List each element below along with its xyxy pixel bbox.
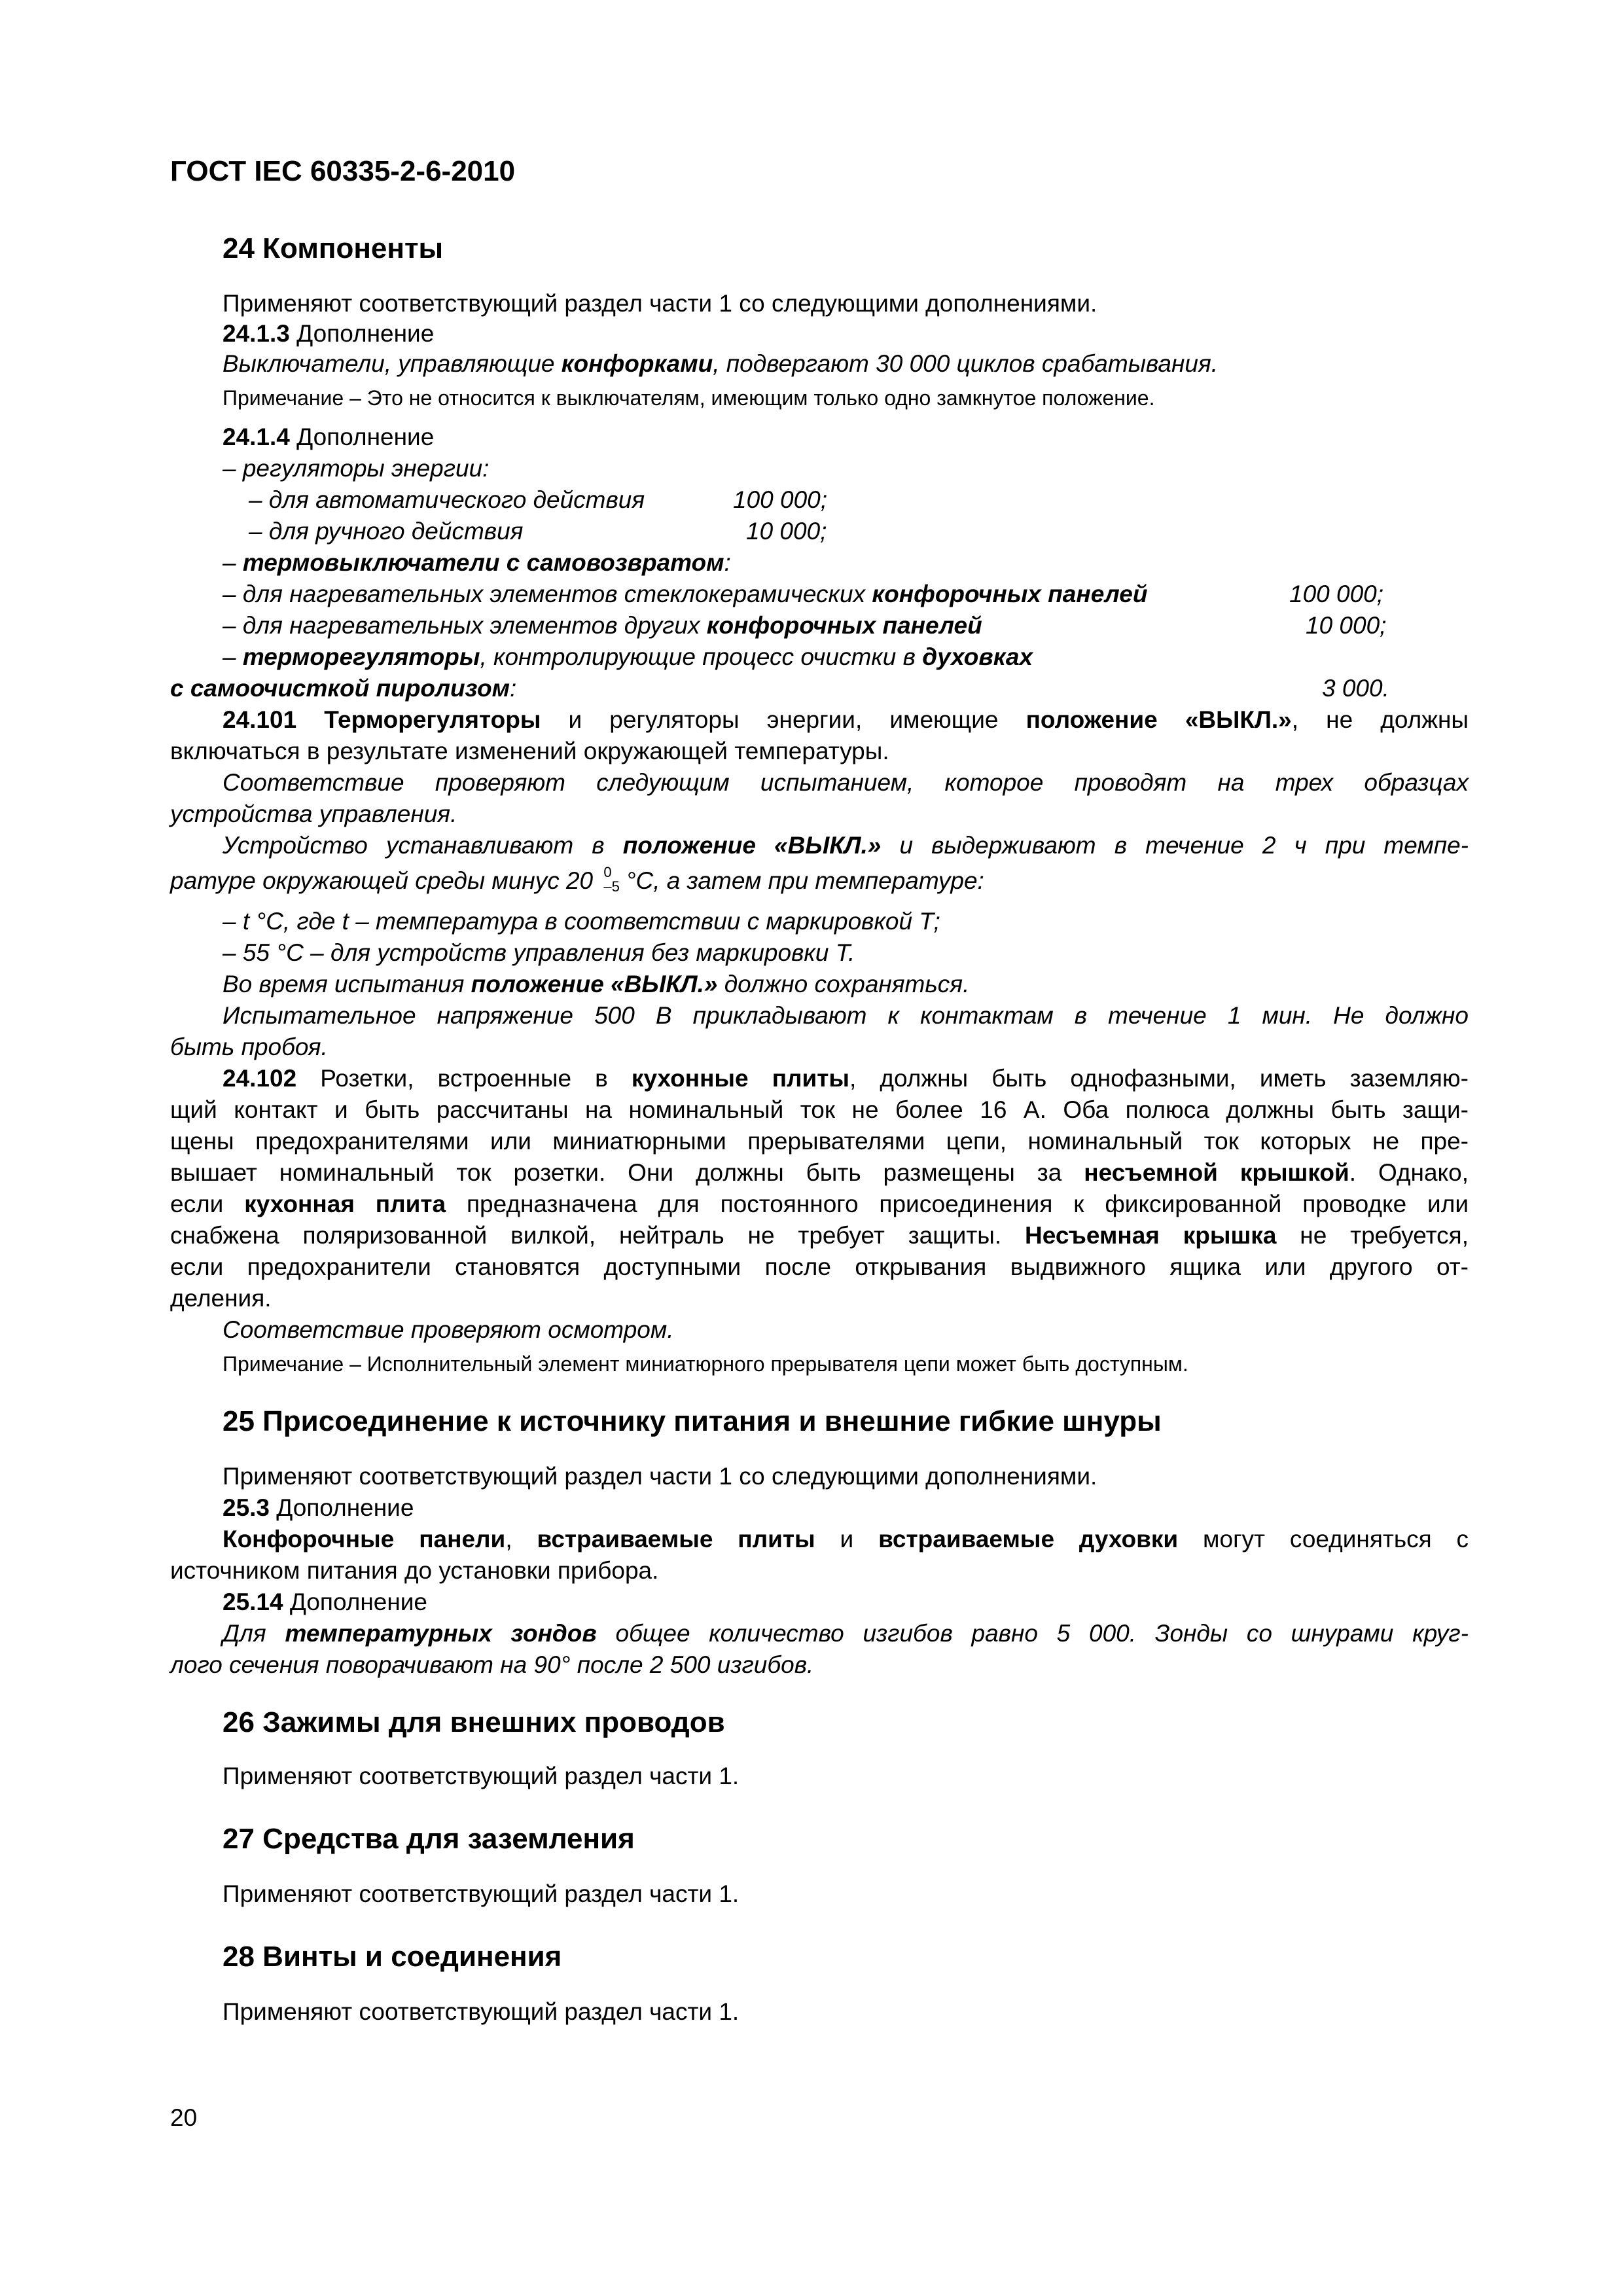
value-pyrolytic: 3 000. [1322,675,1389,702]
clause-24-101-line-2: включаться в результате изменений окружающей температуры. [170,738,889,764]
text-run: и [815,1526,879,1552]
text-run: и выдерживают в течение 2 ч при темпе- [881,832,1469,859]
tolerance [599,865,619,897]
compliance-24-102: Соответствие проверяют осмотром. [223,1316,674,1343]
voltage-test-line-1: Испытательное напряжение 500 В прикладывают к контактам в течение 1 мин. Не должно [223,1002,1469,1029]
temperature-item-1: – t °С, где t – температура в соответствии с маркировкой Т; [223,908,940,935]
text-run: – [223,549,243,576]
clause-24-102-line-1 [223,1063,1469,1094]
list-other-hobs [223,610,1469,641]
defined-term: температурных зондов [285,1620,597,1647]
list-energy-regulators: – регуляторы энергии: [223,455,490,482]
defined-term: терморегуляторы [242,643,480,670]
text-run: Устройство устанавливают в [223,832,623,859]
during-test-line [223,969,1469,1000]
section-26-heading: 26 Зажимы для внешних проводов [223,1706,725,1738]
clause-25-3 [223,1492,1469,1524]
defined-term: кухонная плита [244,1191,446,1217]
text-run: Выключатели, управляющие [223,350,562,377]
text-run: могут соединяться с [1178,1526,1469,1552]
tolerance-lower: –5 [603,878,620,895]
clause-number: 24.1.3 [223,320,290,347]
defined-term: Конфорочные панели [223,1526,506,1552]
text-run: : [724,549,731,576]
defined-term: духовках [922,643,1033,670]
clause-25-14-line-2: лого сечения поворачивают на 90° после 2 500 изгибов. [170,1651,814,1678]
clause-number: 24.1.4 [223,423,290,450]
section-24-heading: 24 Компоненты [223,232,444,264]
defined-term: кухонные плиты [631,1065,850,1092]
section-28-text: Применяют соответствующий раздел части 1. [223,1998,740,2025]
defined-term: положение «ВЫКЛ.» [622,832,882,859]
defined-term: Терморегуляторы [324,706,541,733]
clause-number: 24.102 [223,1065,297,1092]
list-glass-ceramic [223,579,1469,610]
clause-number: 25.3 [223,1494,270,1521]
list-thermostats [223,641,1469,673]
text-run: – [223,643,243,670]
value-glass-ceramic: 100 000; [1289,581,1384,607]
text-run: , контролирующие процесс очистки в [480,643,923,670]
clause-25-3-line-2: источником питания до установки прибора. [170,1557,659,1584]
voltage-test-line-2: быть пробоя. [170,1033,328,1060]
clause-25-14 [223,1587,1469,1618]
value-manual-action: 10 000; [746,518,827,545]
section-27-text: Применяют соответствующий раздел части 1. [223,1880,740,1907]
text-run: ратуре окружающей среды минус 20 [170,867,600,894]
list-manual-action: – для ручного действия [249,518,524,545]
section-26-text: Применяют соответствующий раздел части 1. [223,1763,740,1789]
defined-term: Несъемная крышка [1025,1222,1277,1249]
text-run: , не должны [1291,706,1469,733]
text-run: : [510,675,517,702]
clause-number: 24.101 [223,706,297,733]
text-run: , должны быть однофазными, иметь заземляю- [849,1065,1469,1092]
page-number: 20 [170,2104,198,2131]
value-other-hobs: 10 000; [1306,612,1387,639]
section-28-heading: 28 Винты и соединения [223,1941,562,1973]
text-run: Для [223,1620,285,1647]
clause-24-1-3-text [223,348,1469,380]
clause-25-14-line-1 [223,1618,1469,1649]
tolerance-upper: 0 [603,864,612,880]
list-thermal-cutouts [223,547,1469,579]
list-auto-action: – для автоматического действия [249,486,645,513]
text-run: не требуется, [1276,1222,1469,1249]
clause-24-1-4 [223,422,1469,453]
text-run: . Однако, [1349,1159,1469,1186]
text-run: Во время испытания [223,971,471,997]
text-run: если [170,1191,245,1217]
clause-24-102-line-3: щены предохранителями или миниатюрными прерывателями цепи, номинальный ток которых не пре- [170,1128,1469,1155]
document-header: ГОСТ IEC 60335-2-6-2010 [170,155,516,187]
clause-label: Дополнение [270,1494,414,1521]
text-run: – для нагревательных элементов других [223,612,707,639]
clause-24-102-line-4 [170,1157,1469,1189]
clause-25-3-line-1 [223,1524,1469,1555]
clause-24-102-line-7: если предохранители становятся доступными после открывания выдвижного ящика или другого от- [170,1253,1469,1280]
defined-term: положение «ВЫКЛ.» [471,971,718,997]
defined-term: встраиваемые плиты [537,1526,815,1552]
compliance-24-101-line-2: устройства управления. [170,800,457,827]
note-2: Примечание – Исполнительный элемент миниатюрного прерывателя цепи может быть доступным. [223,1352,1188,1376]
test-device-line-2 [170,865,1469,897]
section-25-intro: Применяют соответствующий раздел части 1 со следующими дополнениями. [223,1463,1097,1490]
clause-24-102-line-8: деления. [170,1285,272,1312]
text-run: и регуляторы энергии, имеющие [541,706,1026,733]
clause-label: Дополнение [289,320,435,347]
clause-label: Дополнение [289,423,435,450]
note-1: Примечание – Это не относится к выключателям, имеющим только одно замкнутое положение. [223,386,1155,410]
defined-term: положение «ВЫКЛ.» [1026,706,1292,733]
text-run: , [505,1526,537,1552]
text-run: общее количество изгибов равно 5 000. Зонды со шнурами круг- [596,1620,1469,1647]
text-run: , подвергают 30 000 циклов срабатывания. [713,350,1218,377]
text-run: – для нагревательных элементов стеклокерамических [223,581,872,607]
text-run: Розетки, встроенные в [296,1065,632,1092]
text-run: снабжена поляризованной вилкой, нейтраль не требует защиты. [170,1222,1026,1249]
defined-term: термовыключатели с самовозвратом [242,549,724,576]
section-27-heading: 27 Средства для заземления [223,1823,635,1855]
clause-24-101-line-1 [223,704,1469,736]
text-run: предназначена для постоянного присоединения к фиксированной проводке или [446,1191,1469,1217]
list-pyrolytic [170,673,1469,704]
clause-24-102-line-5 [170,1189,1469,1220]
defined-term: несъемной крышкой [1084,1159,1349,1186]
defined-term: с самоочисткой пиролизом [170,675,510,702]
clause-24-102-line-6 [170,1220,1469,1251]
section-24-intro: Применяют соответствующий раздел части 1 со следующими дополнениями. [223,290,1097,317]
clause-label: Дополнение [283,1588,428,1615]
section-25-heading: 25 Присоединение к источнику питания и внешние гибкие шнуры [223,1405,1162,1437]
compliance-24-101-line-1: Соответствие проверяют следующим испытанием, которое проводят на трех образцах [223,769,1469,796]
text-run: должно сохраняться. [717,971,970,997]
defined-term: встраиваемые духовки [878,1526,1179,1552]
test-device-line-1 [223,830,1469,861]
value-auto-action: 100 000; [733,486,828,513]
clause-24-102-line-2: щий контакт и быть рассчитаны на номинальный ток не более 16 А. Оба полюса должны быть защи- [170,1096,1469,1123]
text-run: °С, а затем при температуре: [619,867,984,894]
defined-term: конфорочных панелей [872,581,1148,607]
text-run: вышает номинальный ток розетки. Они должны быть размещены за [170,1159,1084,1186]
defined-term: конфорками [561,350,713,377]
clause-24-1-3 [223,318,1469,350]
temperature-item-2: – 55 °С – для устройств управления без маркировки Т. [223,939,855,966]
defined-term: конфорочных панелей [706,612,982,639]
clause-number: 25.14 [223,1588,283,1615]
